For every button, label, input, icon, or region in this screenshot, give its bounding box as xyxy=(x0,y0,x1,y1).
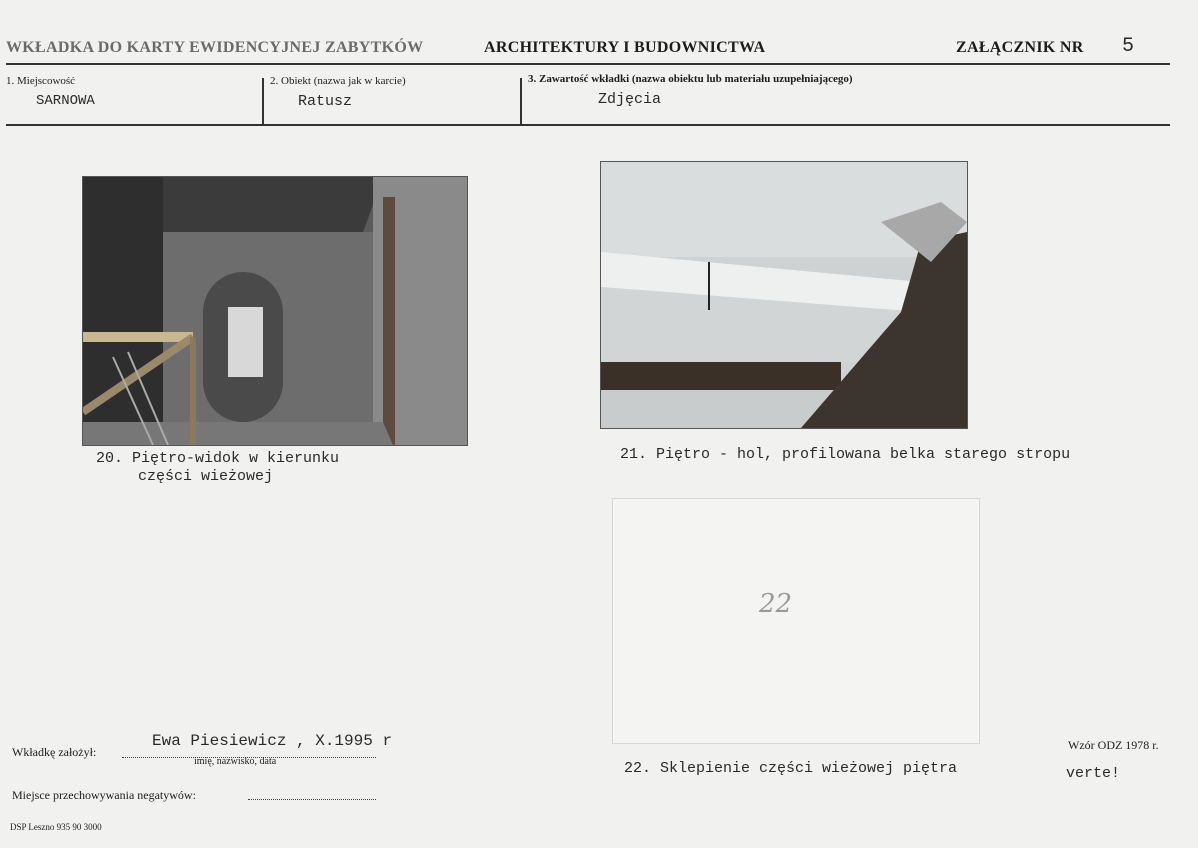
content-value: Zdjęcia xyxy=(598,91,662,108)
attachment-label: ZAŁĄCZNIK NR xyxy=(956,39,1084,56)
attachment-number: 5 xyxy=(1122,35,1135,58)
object-label: 2. Obiekt (nazwa jak w karcie) xyxy=(270,75,406,87)
negatives-label: Miejsce przechowywania negatywów: xyxy=(12,788,196,802)
locality-value: SARNOWA xyxy=(36,93,95,109)
field-divider-2 xyxy=(520,78,522,124)
caption-21: 21. Piętro - hol, profilowana belka starego stropu xyxy=(620,446,1071,463)
header-title: ARCHITEKTURY I BUDOWNICTWA xyxy=(484,39,766,56)
photo-22-placeholder xyxy=(612,498,980,744)
caption-22: 22. Sklepienie części wieżowej piętra xyxy=(624,760,958,777)
created-by-value: Ewa Piesiewicz , X.1995 r xyxy=(152,732,393,750)
locality-label: 1. Miejscowość xyxy=(6,75,76,87)
caption-20-line1: 20. Piętro-widok w kierunku xyxy=(96,450,340,467)
object-value: Ratusz xyxy=(298,93,353,110)
header-title-faded: WKŁADKA DO KARTY EWIDENCYJNEJ ZABYTKÓW xyxy=(6,39,424,56)
verte-note: verte! xyxy=(1066,765,1121,782)
photo-22-mark: 22 xyxy=(759,589,793,619)
photo-20-image xyxy=(83,177,467,445)
photo-21 xyxy=(600,161,968,429)
header-rule xyxy=(6,63,1170,65)
field-row-rule xyxy=(6,124,1170,126)
photo-20 xyxy=(82,176,468,446)
field-divider-1 xyxy=(262,78,264,124)
created-by-hint: imię, nazwisko, data xyxy=(194,756,277,767)
negatives-line xyxy=(248,799,376,800)
created-by-label: Wkładkę założył: xyxy=(12,745,97,759)
photo-21-image xyxy=(601,162,967,428)
form-model: Wzór ODZ 1978 r. xyxy=(1068,738,1159,752)
caption-20-line2: części wieżowej xyxy=(138,468,274,485)
content-label: 3. Zawartość wkładki (nazwa obiektu lub materiału uzupełniającego) xyxy=(528,73,853,85)
printer-imprint: DSP Leszno 935 90 3000 xyxy=(10,822,102,832)
